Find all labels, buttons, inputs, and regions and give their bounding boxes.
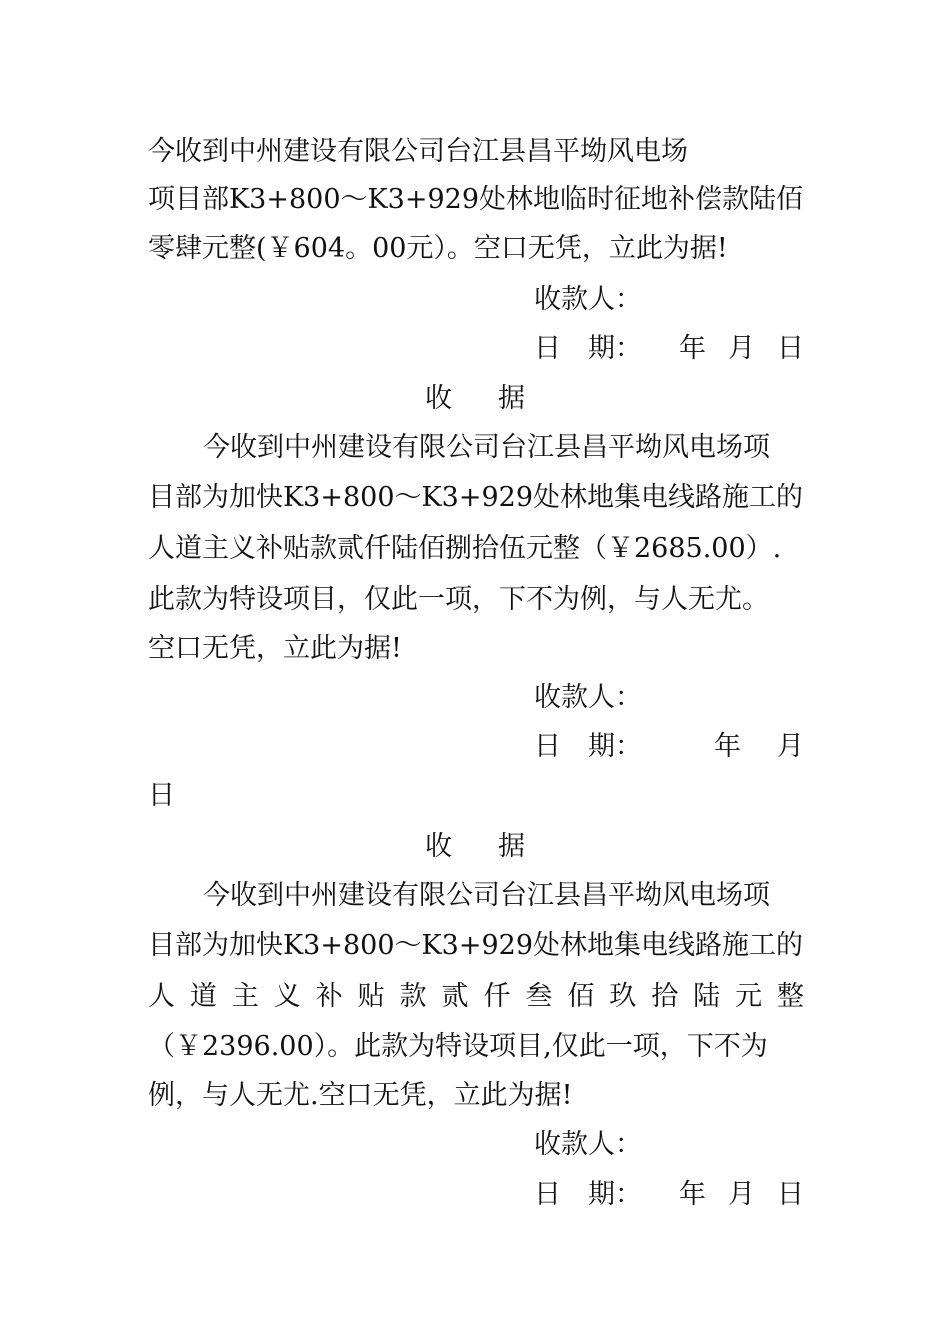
- receipt3-line-3: 人道主义补贴款贰仟叁佰玖拾陆元整: [148, 981, 804, 1012]
- receipt1-day: 日: [777, 333, 804, 364]
- receipt2-title-b: 据: [498, 383, 525, 414]
- receipt3-line-2: 目部为加快K3+800～K3+929处林地集电线路施工的: [148, 930, 804, 961]
- receipt1-payee-label: 收款人：: [534, 284, 642, 315]
- receipt3-month: 月: [728, 1179, 755, 1210]
- receipt3-line-5: 例，与人无尤.空口无凭，立此为据!: [148, 1080, 573, 1111]
- receipt2-month: 月: [777, 731, 804, 762]
- receipt3-title-a: 收: [425, 831, 452, 862]
- receipt2-day: 日: [148, 780, 175, 811]
- receipt2-year: 年: [714, 731, 741, 762]
- receipt2-line-5: 空口无凭，立此为据!: [148, 633, 402, 664]
- receipt1-month: 月: [728, 333, 755, 364]
- receipt2-title: [0, 379, 950, 419]
- receipt3-year: 年: [679, 1179, 706, 1210]
- receipt3-date-line: [534, 1175, 804, 1215]
- receipt2-title-a: 收: [425, 383, 452, 414]
- receipt3-title: [0, 827, 950, 867]
- receipt1-line-1: 今收到中州建设有限公司台江县昌平坳风电场: [148, 136, 688, 167]
- receipt2-line-1: 今收到中州建设有限公司台江县昌平坳风电场项: [203, 432, 770, 463]
- receipt1-line-2: 项目部K3+800～K3+929处林地临时征地补偿款陆佰: [148, 184, 804, 215]
- receipt2-line-4: 此款为特设项目，仅此一项，下不为例，与人无尤。: [148, 584, 769, 615]
- receipt3-line-1: 今收到中州建设有限公司台江县昌平坳风电场项: [203, 880, 770, 911]
- receipt2-line-3: 人道主义补贴款贰仟陆佰捌拾伍元整（￥2685.00）.: [148, 533, 782, 564]
- receipt2-payee-label: 收款人：: [534, 682, 642, 713]
- receipt3-payee-label: 收款人：: [534, 1129, 642, 1160]
- receipt2-date-line: [534, 727, 804, 767]
- receipt1-year: 年: [679, 333, 706, 364]
- receipt2-date-label: 日 期：: [534, 731, 642, 762]
- receipt2-line-2: 目部为加快K3+800～K3+929处林地集电线路施工的: [148, 482, 804, 513]
- receipt1-date-label: 日 期：: [534, 333, 642, 364]
- receipt3-title-b: 据: [498, 831, 525, 862]
- receipt3-line-4: （￥2396.00）。此款为特设项目,仅此一项，下不为: [148, 1031, 768, 1062]
- receipt1-date-line: [534, 329, 804, 369]
- receipt3-day: 日: [777, 1179, 804, 1210]
- receipt1-line-3: 零肆元整(￥604。00元）。空口无凭，立此为据!: [148, 233, 728, 264]
- receipt3-date-label: 日 期：: [534, 1179, 642, 1210]
